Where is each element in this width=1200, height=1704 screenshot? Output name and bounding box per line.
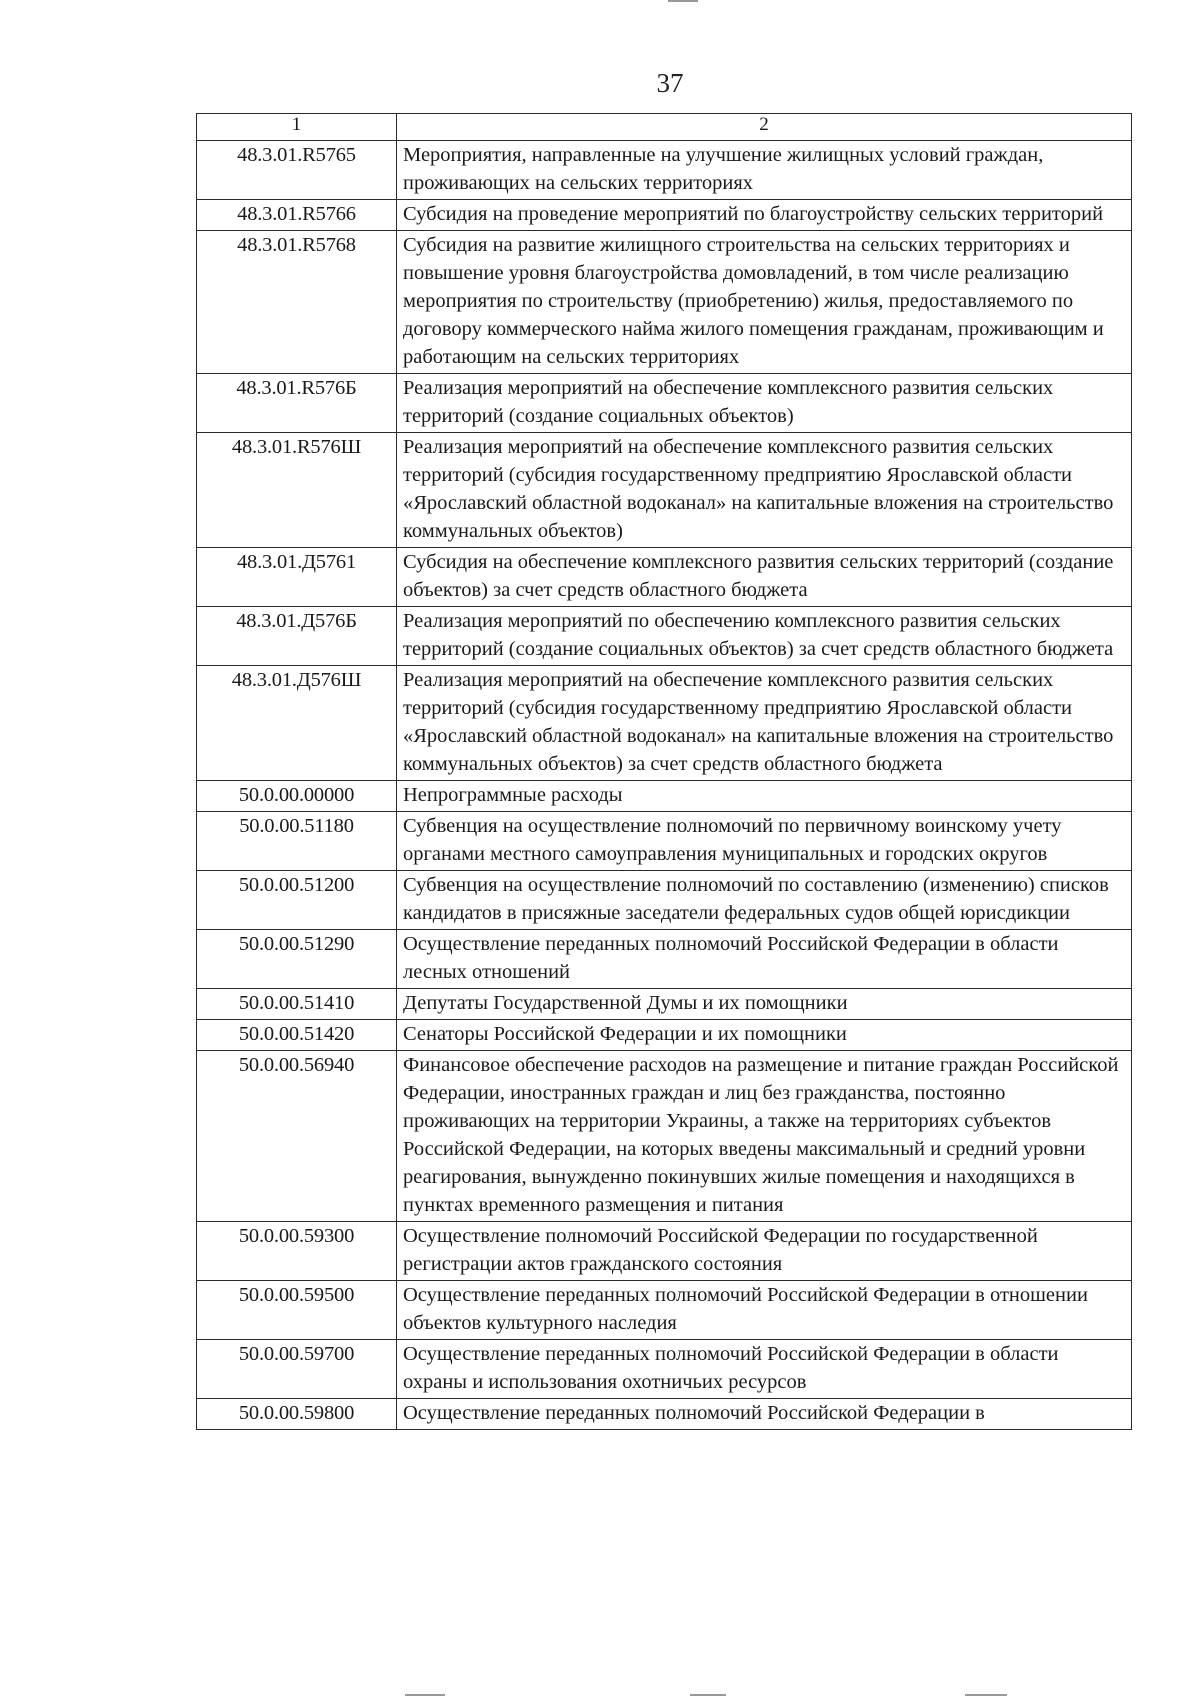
description-cell: Субсидия на обеспечение комплексного развития сельских территорий (создание объектов) за счет средств областного бюджета (397, 548, 1132, 607)
page-number: 37 (656, 68, 684, 98)
description-cell: Осуществление переданных полномочий Российской Федерации в области лесных отношений (397, 930, 1132, 989)
description-cell: Осуществление переданных полномочий Российской Федерации в области охраны и использования охотничьих ресурсов (397, 1340, 1132, 1399)
description-cell: Непрограммные расходы (397, 781, 1132, 812)
table-row (197, 1399, 1132, 1430)
description-cell: Сенаторы Российской Федерации и их помощники (397, 1020, 1132, 1051)
code-cell: 48.3.01.Д576Ш (197, 666, 397, 781)
scan-artifact-bottom-1 (405, 1694, 445, 1696)
header-col-2: 2 (397, 114, 1132, 141)
table-row (197, 1051, 1132, 1222)
table-row (197, 1020, 1132, 1051)
code-cell: 48.3.01.R576Б (197, 374, 397, 433)
code-cell: 48.3.01.R5765 (197, 141, 397, 200)
table-row (197, 231, 1132, 374)
code-cell: 50.0.00.51420 (197, 1020, 397, 1051)
code-cell: 48.3.01.Д5761 (197, 548, 397, 607)
scan-artifact-bottom-2 (690, 1694, 726, 1696)
description-cell: Реализация мероприятий на обеспечение комплексного развития сельских территорий (создание социальных объектов) (397, 374, 1132, 433)
code-cell: 48.3.01.R5768 (197, 231, 397, 374)
code-cell: 50.0.00.51410 (197, 989, 397, 1020)
description-cell: Осуществление полномочий Российской Федерации по государственной регистрации актов гражданского состояния (397, 1222, 1132, 1281)
code-cell: 48.3.01.R576Ш (197, 433, 397, 548)
description-cell: Осуществление переданных полномочий Российской Федерации в отношении объектов культурного наследия (397, 1281, 1132, 1340)
description-cell: Мероприятия, направленные на улучшение жилищных условий граждан, проживающих на сельских территориях (397, 141, 1132, 200)
description-cell: Субвенция на осуществление полномочий по первичному воинскому учету органами местного самоуправления муниципальных и городских округов (397, 812, 1132, 871)
code-cell: 50.0.00.00000 (197, 781, 397, 812)
table-row (197, 1281, 1132, 1340)
description-cell: Реализация мероприятий по обеспечению комплексного развития сельских территорий (создание социальных объектов) за счет средств областного бюджета (397, 607, 1132, 666)
description-cell: Депутаты Государственной Думы и их помощники (397, 989, 1132, 1020)
table-body (197, 141, 1132, 1430)
table-row (197, 141, 1132, 200)
table-row (197, 200, 1132, 231)
table-header-row (197, 114, 1132, 141)
scan-artifact-top (668, 0, 698, 2)
table-row (197, 781, 1132, 812)
code-cell: 50.0.00.51180 (197, 812, 397, 871)
table-row (197, 548, 1132, 607)
header-col-1: 1 (197, 114, 397, 141)
code-cell: 50.0.00.59700 (197, 1340, 397, 1399)
description-cell: Субсидия на проведение мероприятий по благоустройству сельских территорий (397, 200, 1132, 231)
description-cell: Субсидия на развитие жилищного строительства на сельских территориях и повышение уровня благоустройства домовладений, в том числе реализацию мероприятия по строительству (приобретению) жилья, предоставляемого по договору коммерческого найма жилого помещения гражданам, проживающим и работающим на сельских территориях (397, 231, 1132, 374)
description-cell: Субвенция на осуществление полномочий по составлению (изменению) списков кандидатов в присяжные заседатели федеральных судов общей юрисдикции (397, 871, 1132, 930)
budget-codes-table (196, 113, 1132, 1430)
code-cell: 50.0.00.56940 (197, 1051, 397, 1222)
description-cell: Реализация мероприятий на обеспечение комплексного развития сельских территорий (субсидия государственному предприятию Ярославской области «Ярославский областной водоканал» на капитальные вложения на строительство коммунальных объектов) за счет средств областного бюджета (397, 666, 1132, 781)
code-cell: 48.3.01.R5766 (197, 200, 397, 231)
table-row (197, 871, 1132, 930)
code-cell: 50.0.00.59300 (197, 1222, 397, 1281)
description-cell: Финансовое обеспечение расходов на размещение и питание граждан Российской Федерации, иностранных граждан и лиц без гражданства, постоянно проживающих на территории Украины, а также на территориях субъектов Российской Федерации, на которых введены максимальный и средний уровни реагирования, вынужденно покинувших жилые помещения и находящихся в пунктах временного размещения и питания (397, 1051, 1132, 1222)
table-row (197, 1340, 1132, 1399)
code-cell: 48.3.01.Д576Б (197, 607, 397, 666)
table-row (197, 812, 1132, 871)
code-cell: 50.0.00.51290 (197, 930, 397, 989)
scan-artifact-bottom-3 (965, 1694, 1007, 1696)
table-row (197, 1222, 1132, 1281)
code-cell: 50.0.00.59500 (197, 1281, 397, 1340)
description-cell: Осуществление переданных полномочий Российской Федерации в (397, 1399, 1132, 1430)
description-cell: Реализация мероприятий на обеспечение комплексного развития сельских территорий (субсидия государственному предприятию Ярославской области «Ярославский областной водоканал» на капитальные вложения на строительство коммунальных объектов) (397, 433, 1132, 548)
table-row (197, 989, 1132, 1020)
table-row (197, 930, 1132, 989)
table-row (197, 666, 1132, 781)
code-cell: 50.0.00.59800 (197, 1399, 397, 1430)
code-cell: 50.0.00.51200 (197, 871, 397, 930)
table-row (197, 374, 1132, 433)
table-row (197, 607, 1132, 666)
table-row (197, 433, 1132, 548)
